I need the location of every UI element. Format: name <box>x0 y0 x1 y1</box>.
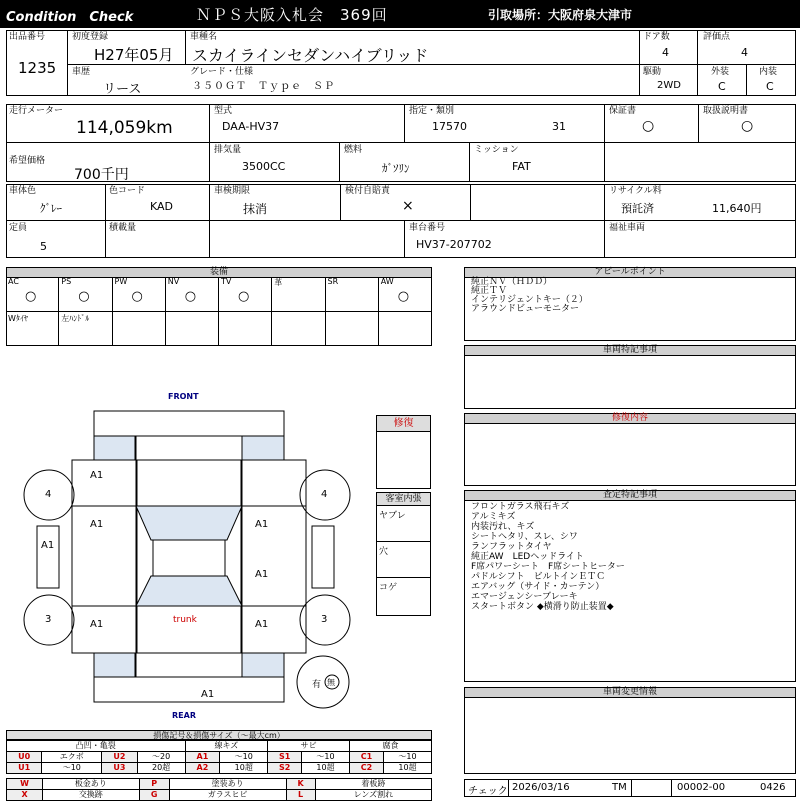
legend-mark-code: L <box>286 790 315 801</box>
check-date: 2026/03/16 <box>512 782 570 793</box>
mission-label: ミッション <box>474 145 519 155</box>
equip-pw <box>113 277 166 312</box>
legend-desc: ～10 <box>302 752 350 763</box>
legend-marks <box>6 778 432 801</box>
equip-aw <box>379 277 432 312</box>
panel-front-door-left: A1 <box>90 519 104 530</box>
liability-label: 検付自賠責 <box>345 186 391 196</box>
legend-code: U3 <box>102 763 137 774</box>
trim-label: グレード・仕様 <box>190 67 254 77</box>
interior-label: 内装 <box>759 67 778 77</box>
cabin-burn: コゲ <box>379 583 398 593</box>
legend-code: S1 <box>268 752 302 763</box>
header-bar <box>0 0 800 28</box>
appeal-line: 純正ＴＶ <box>471 286 508 296</box>
legend-mark-desc: 板金あり <box>43 779 140 790</box>
repair-box <box>376 415 431 489</box>
lot-label: 出品番号 <box>9 32 46 42</box>
panel-front-fender-left: A1 <box>90 470 104 481</box>
doors: 4 <box>662 46 669 59</box>
legend-code: U1 <box>7 763 42 774</box>
legend-mark-code: W <box>7 779 43 790</box>
warranty-label: 保証書 <box>609 106 637 116</box>
panel-mirror-left: A1 <box>41 540 55 551</box>
equip-row2-cell <box>113 312 166 346</box>
panel-quarter-right: A1 <box>255 619 269 630</box>
panel-rear-bumper: A1 <box>201 689 215 700</box>
drive: 2WD <box>657 80 681 91</box>
exterior-grade: C <box>718 80 726 93</box>
liability: × <box>402 198 414 214</box>
price-label: 希望価格 <box>9 156 46 166</box>
equip-label: TV <box>221 277 232 286</box>
legend-code: S2 <box>268 763 302 774</box>
equip-row2-cell <box>272 312 325 346</box>
note-line: フロントガラス飛石キズ <box>471 502 570 512</box>
exterior-label: 外装 <box>711 67 730 77</box>
mission: FAT <box>512 160 531 173</box>
inspection-label: 車検期限 <box>214 186 251 196</box>
repair-title: 修復 <box>377 416 430 432</box>
cabin-tear: ヤブレ <box>379 511 406 521</box>
note-line: エマージェンシーブレーキ <box>471 592 578 602</box>
capacity-label: 定員 <box>9 223 28 233</box>
legend-mark-code: X <box>7 790 43 801</box>
legend-mark-code: G <box>139 790 169 801</box>
equipment-title: 装備 <box>7 268 431 278</box>
color-code-label: 色コード <box>109 186 146 196</box>
recycle-amount: 11,640円 <box>712 202 762 215</box>
rear-label: REAR <box>172 711 196 720</box>
check-label: チェック <box>468 786 508 797</box>
recycle-status: 預託済 <box>621 202 654 215</box>
note-line: スタートボタン ◆横滑り防止装置◆ <box>471 602 614 612</box>
header-right: 引取場所：大阪府泉大津市 <box>488 8 633 22</box>
equip-row2-label: 左ﾊﾝﾄﾞﾙ <box>61 314 90 323</box>
cabin-box <box>376 492 431 616</box>
equip-value: ○ <box>131 289 143 304</box>
warranty: ○ <box>642 118 655 134</box>
equipment-grid <box>6 277 432 346</box>
equip-value: ○ <box>25 289 37 304</box>
tire-front-left: 4 <box>45 489 52 500</box>
note-line: エアバッグ（サイド・カーテン） <box>471 582 605 592</box>
equip-row2-cell <box>326 312 379 346</box>
legend-desc: 10超 <box>220 763 268 774</box>
equip-革 <box>272 277 325 312</box>
note-line: 純正AW LEDヘッドライト <box>471 552 584 562</box>
equip-label: 革 <box>274 278 283 287</box>
equip-nv <box>166 277 219 312</box>
legend-mark-code: K <box>286 779 315 790</box>
odometer: 114,059km <box>76 118 173 138</box>
panel-front-door-right: A1 <box>255 519 269 530</box>
appeal-line: アラウンドビューモニター <box>471 304 580 314</box>
equip-row2-cell <box>166 312 219 346</box>
inspection-notes-box <box>464 490 796 682</box>
load-label: 積載量 <box>109 223 137 233</box>
model-type: DAA-HV37 <box>222 120 280 133</box>
first-reg: H27年05月 <box>94 46 174 64</box>
chassis-label: 車台番号 <box>409 223 446 233</box>
check-code: 00002-00 <box>677 782 726 793</box>
legend-mark-desc: 交換跡 <box>43 790 140 801</box>
legend-desc: ～20 <box>137 752 185 763</box>
legend-desc: 10超 <box>383 763 431 774</box>
change-info-box <box>464 687 796 774</box>
inspection-notes-lines <box>465 501 795 613</box>
legend-desc: エクボ <box>42 752 102 763</box>
repair-detail-box <box>464 413 796 486</box>
inspection-notes-title: 査定特記事項 <box>465 491 795 501</box>
appeal-lines <box>465 278 795 314</box>
model-label: 車種名 <box>190 32 218 42</box>
appeal-line: インテリジェントキー（２） <box>471 295 588 305</box>
equip-label: AW <box>380 277 394 286</box>
equip-row2-cell <box>59 312 112 346</box>
change-info-title: 車両変更情報 <box>465 688 795 698</box>
legend-code: C2 <box>349 763 383 774</box>
appeal-title: アピールポイント <box>465 268 795 278</box>
tire-front-right: 4 <box>321 489 328 500</box>
legend-desc: 20超 <box>137 763 185 774</box>
panel-quarter-left: A1 <box>90 619 104 630</box>
fuel: ｶﾞｿﾘﾝ <box>382 162 410 175</box>
cabin-title: 客室内張 <box>377 493 430 506</box>
equip-row2-cell <box>379 312 432 346</box>
equip-row2-label: Wﾀｲﾔ <box>8 314 28 323</box>
legend-desc: ～10 <box>42 763 102 774</box>
equip-label: AC <box>8 277 19 286</box>
special-title: 車両特記事項 <box>465 346 795 356</box>
recycle-label: リサイクル料 <box>609 186 662 196</box>
equip-label: NV <box>167 277 180 286</box>
legend-title: 損傷記号＆損傷サイズ（～最大cm） <box>6 730 432 740</box>
first-reg-label: 初度登録 <box>72 32 109 42</box>
welfare-label: 福祉車両 <box>609 223 646 233</box>
drive-label: 駆動 <box>643 67 662 77</box>
equip-sr <box>326 277 379 312</box>
model-name: スカイラインセダンハイブリッド <box>192 46 429 65</box>
note-line: パドルシフト ビルトインＥＴＣ <box>471 572 606 582</box>
designation-label: 指定・類別 <box>409 106 455 116</box>
history-label: 車歴 <box>72 67 91 77</box>
equip-row2-cell <box>219 312 272 346</box>
car-diagram <box>0 385 370 725</box>
check-num: 0426 <box>760 782 786 793</box>
legend-desc: ～10 <box>220 752 268 763</box>
trunk-label: trunk <box>173 615 197 625</box>
note-line: ランフラットタイヤ <box>471 542 552 552</box>
legend-mark-desc: ガラスヒビ <box>169 790 286 801</box>
panel-rear-door-right: A1 <box>255 569 269 580</box>
equip-tv <box>219 277 272 312</box>
legend-mark-desc: レンズ割れ <box>315 790 431 801</box>
inspection: 抹消 <box>243 202 268 216</box>
appeal-box <box>464 267 796 341</box>
footer-bar <box>464 779 796 797</box>
history: リース <box>103 82 142 97</box>
displacement-label: 排気量 <box>214 145 242 155</box>
chassis-number: HV37-207702 <box>416 238 492 251</box>
displacement: 3500CC <box>242 160 286 173</box>
equip-value: ○ <box>397 289 410 304</box>
manual-label: 取扱説明書 <box>703 106 749 116</box>
legend-group: 線キズ <box>185 741 268 752</box>
spare-label: 有 <box>312 680 322 690</box>
lot-number: 1235 <box>18 59 57 77</box>
price: 700千円 <box>74 167 129 183</box>
note-line: F席パワーシート F席シートヒーター <box>471 562 625 572</box>
body-color: ｸﾞﾚｰ <box>40 202 62 215</box>
equip-label: PW <box>114 277 128 286</box>
designation-2: 31 <box>552 120 566 133</box>
legend-group: サビ <box>268 741 350 752</box>
tire-rear-right: 3 <box>321 614 328 625</box>
legend-code: U0 <box>7 752 42 763</box>
repair-detail-title: 修復内容 <box>465 414 795 424</box>
equip-value: ○ <box>238 289 250 304</box>
capacity: 5 <box>40 240 47 253</box>
legend-code: A1 <box>185 752 220 763</box>
grade-label: 評価点 <box>703 32 731 42</box>
equip-value: ○ <box>184 289 197 304</box>
equip-row2-cell <box>6 312 59 346</box>
spare-value: 無 <box>327 678 335 687</box>
manual: ○ <box>741 118 754 134</box>
equip-ac <box>6 277 59 312</box>
type-label: 型式 <box>214 106 233 116</box>
damage-legend <box>6 730 432 801</box>
front-label: FRONT <box>168 392 199 401</box>
equip-label: SR <box>327 277 339 286</box>
equip-label: PS <box>61 277 72 286</box>
equip-value: ○ <box>78 289 90 304</box>
legend-mark-desc: 塗装あり <box>169 779 286 790</box>
note-line: シートヘタリ、スレ、シワ <box>471 532 578 542</box>
grade-score: 4 <box>741 46 748 59</box>
check-tm: TM <box>612 782 627 793</box>
color-code: KAD <box>150 200 174 213</box>
legend-group: 腐食 <box>349 741 431 752</box>
note-line: アルミキズ <box>471 512 516 522</box>
legend-desc: ～10 <box>383 752 431 763</box>
header-center: ＮＰＳ大阪入札会 369回 <box>196 6 388 24</box>
legend-table <box>6 740 432 774</box>
doors-label: ドア数 <box>643 32 670 42</box>
odometer-label: 走行メーター <box>9 106 64 116</box>
cabin-hole: 穴 <box>379 547 389 557</box>
legend-desc: 10超 <box>302 763 350 774</box>
car-outline <box>0 385 370 725</box>
interior-grade: C <box>766 80 774 93</box>
tire-rear-left: 3 <box>45 614 52 625</box>
equip-ps <box>59 277 112 312</box>
special-notes-box <box>464 345 796 409</box>
legend-group: 凸凹・亀裂 <box>7 741 186 752</box>
legend-code: U2 <box>102 752 137 763</box>
header-left: Condition Check <box>6 10 134 25</box>
note-line: 内装汚れ、キズ <box>471 522 535 532</box>
legend-mark-desc: 着板跡 <box>315 779 431 790</box>
legend-code: C1 <box>349 752 383 763</box>
legend-code: A2 <box>185 763 220 774</box>
fuel-label: 燃料 <box>344 145 363 155</box>
color-label: 車体色 <box>9 186 37 196</box>
appeal-line: 純正ＮＶ（ＨＤＤ） <box>471 277 553 287</box>
trim: ３５０ＧＴ Ｔｙｐｅ ＳＰ <box>192 81 335 92</box>
legend-mark-code: P <box>139 779 169 790</box>
designation-1: 17570 <box>432 120 467 133</box>
